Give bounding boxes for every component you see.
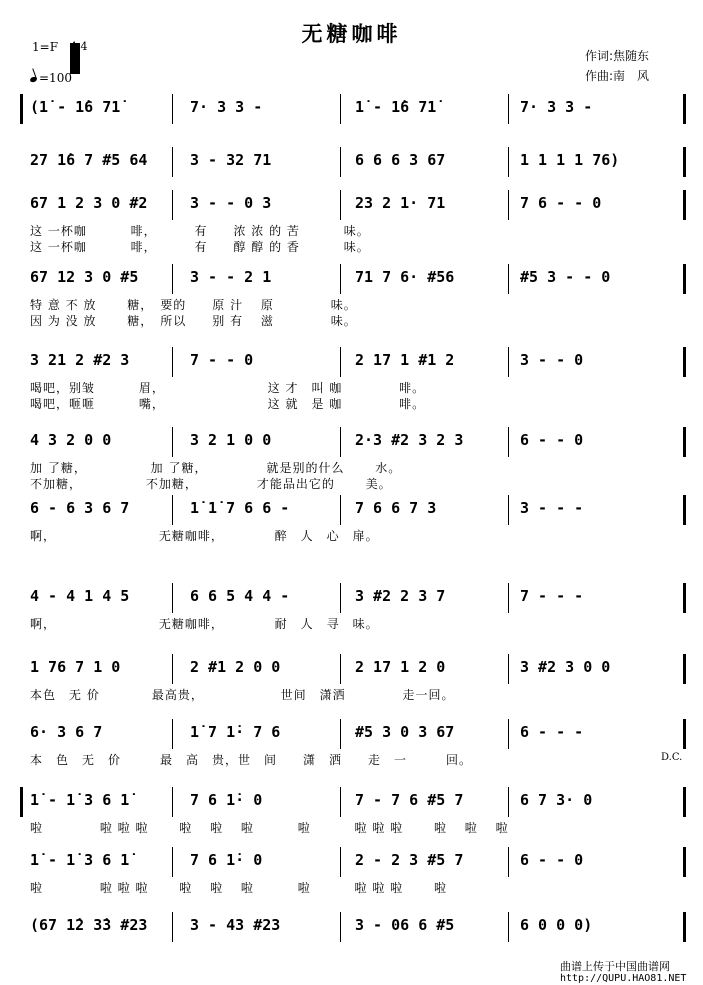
barline (20, 94, 23, 124)
barline (340, 787, 341, 817)
barline (340, 847, 341, 877)
measure-notes: 3 - - 0 (520, 351, 584, 369)
barline (340, 347, 341, 377)
lyric-line: 喝吧，别皱 眉， 这 才 叫 咖 啡。 (30, 381, 426, 395)
lyric-line: 这 一杯咖 啡， 有 浓 浓 的 苦 味。 (30, 224, 370, 238)
measure-notes: 7 6 6 7 3 (355, 499, 437, 517)
barline (172, 654, 173, 684)
measure-notes: 7· 3 3 - (190, 98, 263, 116)
lyric-line: 不加糖， 不加糖， 才能品出它的 美。 (30, 477, 392, 491)
barline (508, 190, 509, 220)
barline (683, 787, 686, 817)
measure-notes: 3 #2 2 3 7 (355, 587, 446, 605)
barline (508, 847, 509, 877)
barline (508, 654, 509, 684)
composer: 作曲:南 风 (585, 69, 650, 83)
barline (683, 847, 686, 877)
measure-notes: 3 - - - (520, 499, 584, 517)
lyric-line: 啦 啦 啦 啦 啦 啦 啦 啦 啦 啦 啦 啦 啦 啦 (30, 821, 509, 835)
measure-notes: 1̇ 1̇ 7 6 6 - (190, 499, 290, 517)
barline (172, 347, 173, 377)
measure-notes: 7 6 1̇· 0 (190, 791, 263, 809)
meter-bottom: 4 (80, 40, 88, 53)
barline (508, 495, 509, 525)
barline (683, 495, 686, 525)
measure-notes: 6· 3 6 7 (30, 723, 103, 741)
barline (683, 347, 686, 377)
barline (508, 427, 509, 457)
barline (683, 912, 686, 942)
barline (172, 912, 173, 942)
barline (683, 264, 686, 294)
measure-notes: 1̇ - 1̇ 3 6 1̇ (30, 791, 130, 809)
footer-watermark (560, 961, 686, 985)
measure-notes: 7 - 7 6 #5 7 (355, 791, 464, 809)
key-signature: 1=F (32, 40, 59, 54)
measure-notes: 2·3 #2 3 2 3 (355, 431, 464, 449)
barline (508, 94, 509, 124)
lyric-line: 喝吧，咂咂 嘴， 这 就 是 咖 啡。 (30, 397, 426, 411)
footer-site: 曲谱上传于中国曲谱网 (560, 960, 670, 973)
barline (172, 147, 173, 177)
barline (172, 583, 173, 613)
measure-notes: 23 2 1· 71 (355, 194, 446, 212)
measure-notes: 7 6 1̇· 0 (190, 851, 263, 869)
barline (172, 427, 173, 457)
measure-notes: 7 - - 0 (190, 351, 254, 369)
measure-notes: 3 - 32 71 (190, 151, 272, 169)
lyric-line: 加 了糖， 加 了糖， 就是别的什么 水。 (30, 461, 402, 475)
measure-notes: 6 - - - (520, 723, 584, 741)
barline (340, 147, 341, 177)
measure-notes: 6 - 6 3 6 7 (30, 499, 130, 517)
measure-notes: 3 - - 0 3 (190, 194, 272, 212)
barline (508, 787, 509, 817)
barline (508, 719, 509, 749)
measure-notes: 6 - - 0 (520, 851, 584, 869)
measure-notes: 6 6 6 3 67 (355, 151, 446, 169)
lyric-line: 本 色 无 价 最 高 贵，世 间 潇 洒 走 一 回。 (30, 753, 473, 767)
measure-notes: 1 1 1 1 76) (520, 151, 620, 169)
measure-notes: 6 7 3· 0 (520, 791, 593, 809)
barline (683, 190, 686, 220)
barline (340, 264, 341, 294)
measure-notes: 3 - 43 #23 (190, 916, 281, 934)
measure-notes: 1̇ - 1̇6 71̇ (355, 98, 437, 116)
barline (683, 583, 686, 613)
barline (508, 264, 509, 294)
barline (683, 147, 686, 177)
barline (20, 787, 23, 817)
barline (172, 719, 173, 749)
da-capo: D.C. (661, 752, 683, 763)
measure-notes: 1̇ 7 1̇· 7 6 (190, 723, 281, 741)
measure-notes: #5 3 - - 0 (520, 268, 611, 286)
measure-notes: 2 17 1 #1 2 (355, 351, 455, 369)
measure-notes: 3 - - 2 1 (190, 268, 272, 286)
measure-notes: 1̇ - 1̇ 3 6 1̇ (30, 851, 130, 869)
measure-notes: 27 1̇6 7 #5 64 (30, 151, 148, 169)
tempo-marking (30, 71, 72, 85)
barline (172, 495, 173, 525)
measure-notes: 6 6 5 4 4 - (190, 587, 290, 605)
measure-notes: 3 #2 3 0 0 (520, 658, 611, 676)
barline (172, 264, 173, 294)
measure-notes: 7· 3 3 - (520, 98, 593, 116)
song-title: 无糖咖啡 (301, 21, 402, 46)
tempo-value: =100 (39, 71, 72, 85)
barline (508, 912, 509, 942)
measure-notes: 7 6 - - 0 (520, 194, 602, 212)
measure-notes: 2 - 2 3 #5 7 (355, 851, 464, 869)
measure-notes: 2 17 1 2 0 (355, 658, 446, 676)
barline (172, 847, 173, 877)
measure-notes: #5 3 0 3 67 (355, 723, 455, 741)
measure-notes: 6 0 0 0) (520, 916, 593, 934)
measure-notes: 3 - 06 6 #5 (355, 916, 455, 934)
lyric-line: 因 为 没 放 糖， 所以 别 有 滋 味。 (30, 314, 357, 328)
barline (172, 787, 173, 817)
measure-notes: 67 12 3 0 #5 (30, 268, 139, 286)
measure-notes: 7 - - - (520, 587, 584, 605)
lyric-line: 本色 无 价 最高贵， 世间 潇洒 走一回。 (30, 688, 455, 702)
barline (340, 495, 341, 525)
lyric-line: 这 一杯咖 啡， 有 醇 醇 的 香 味。 (30, 240, 370, 254)
barline (508, 347, 509, 377)
lyric-line: 啊， 无糖咖啡， 耐 人 寻 味。 (30, 617, 379, 631)
measure-notes: (1̇ - 1̇6 71̇ (30, 98, 121, 116)
measure-notes: (67 1̇2 3̇3 #23 (30, 916, 148, 934)
barline (340, 190, 341, 220)
credits (585, 46, 649, 86)
lyric-line: 啦 啦 啦 啦 啦 啦 啦 啦 啦 啦 啦 啦 (30, 881, 447, 895)
lyricist: 作词:焦随东 (585, 49, 650, 63)
barline (340, 719, 341, 749)
quarter-note-icon (29, 76, 37, 83)
measure-notes: 6 - - 0 (520, 431, 584, 449)
lyric-line: 特 意 不 放 糖， 要的 原 汁 原 味。 (30, 298, 357, 312)
barline (172, 94, 173, 124)
measure-notes: 67 1 2 3 0 #2 (30, 194, 148, 212)
measure-notes: 3 2 1 0 0 (190, 431, 272, 449)
barline (508, 583, 509, 613)
measure-notes: 1 76 7 1 0 (30, 658, 121, 676)
measure-notes: 3 21 2 #2 3 (30, 351, 130, 369)
barline (172, 190, 173, 220)
barline (340, 654, 341, 684)
barline (340, 583, 341, 613)
barline (340, 94, 341, 124)
barline (683, 719, 686, 749)
barline (683, 427, 686, 457)
time-signature (70, 40, 88, 54)
barline (340, 912, 341, 942)
measure-notes: 2 #1 2 0 0 (190, 658, 281, 676)
barline (508, 147, 509, 177)
footer-url: http://QUPU.HAO81.NET (560, 973, 687, 984)
measure-notes: 4 3 2 0 0 (30, 431, 112, 449)
barline (683, 94, 686, 124)
barline (340, 427, 341, 457)
lyric-line: 啊， 无糖咖啡， 醉 人 心 扉。 (30, 529, 379, 543)
measure-notes: 71 7 6· #56 (355, 268, 455, 286)
measure-notes: 4 - 4 1 4 5 (30, 587, 130, 605)
barline (683, 654, 686, 684)
